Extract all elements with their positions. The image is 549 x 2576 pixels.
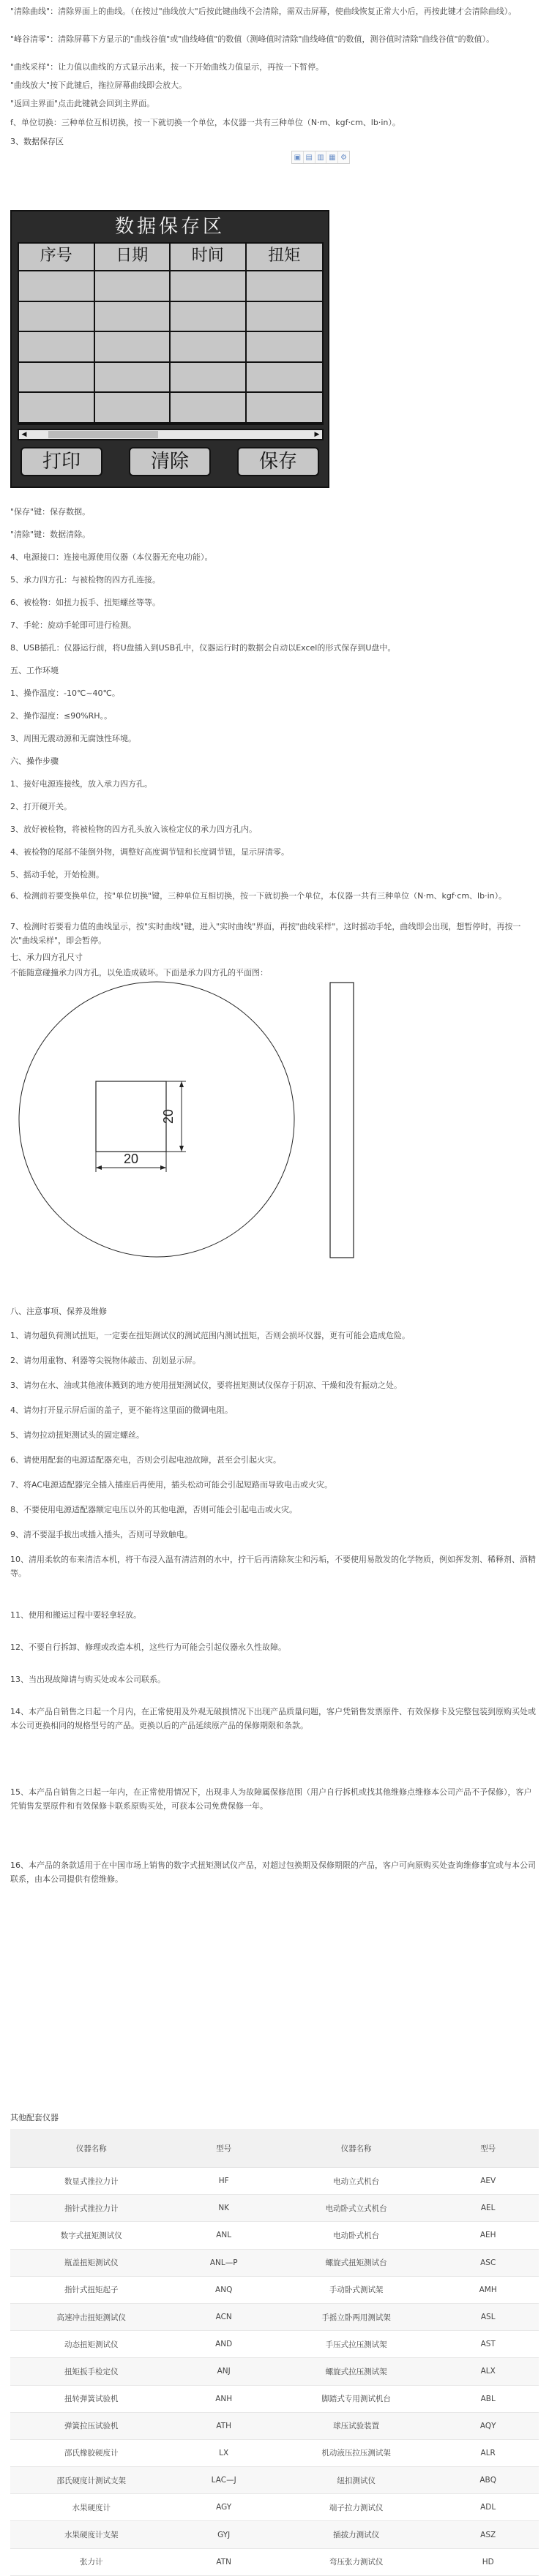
table-cell: 指针式推拉力计 — [10, 2195, 172, 2222]
grid-cell — [95, 302, 171, 333]
print-button[interactable]: 打印 — [20, 447, 102, 476]
paragraph-note-12: 12、不要自行拆卸、修理或改造本机，这些行为可能会引起仪器永久性故障。 — [10, 1642, 286, 1652]
grid-cell — [171, 393, 247, 424]
table-cell: ATN — [172, 2548, 275, 2575]
table-row — [10, 2521, 539, 2548]
grid-cell — [19, 332, 95, 363]
table-cell: 弹簧拉压试验机 — [10, 2412, 172, 2439]
scroll-thumb[interactable] — [48, 431, 158, 438]
paragraph-diagram-intro: 不能随意碰撞承力四方孔，以免造成破坏。下面是承力四方孔的平面图： — [10, 968, 268, 977]
grid-cell — [95, 271, 171, 302]
paragraph-note-1: 1、请勿超负荷测试扭矩，一定要在扭矩测试仪的测试范围内测试扭矩，否则会损坏仪器，更有可能会造成危险。 — [10, 1331, 410, 1340]
table-cell: LX — [172, 2439, 275, 2466]
table-row — [10, 2385, 539, 2412]
table-cell: ASZ — [437, 2521, 539, 2548]
table-row — [10, 2494, 539, 2521]
table-cell: 扭转弹簧试验机 — [10, 2385, 172, 2412]
table-header-row — [10, 2129, 539, 2168]
table-cell: 扭矩扳手检定仪 — [10, 2358, 172, 2385]
table-cell: 插拔力测试仪 — [275, 2521, 437, 2548]
section-precautions: 八、注意事项、保养及维修 — [10, 1307, 107, 1316]
side-view — [330, 983, 354, 1258]
table-cell: 球压试验装置 — [275, 2412, 437, 2439]
table-row — [10, 2358, 539, 2385]
paragraph-note-4: 4、请勿打开显示屏后面的盖子，更不能将这里面的微调电阻。 — [10, 1405, 233, 1415]
image-toolbar — [291, 151, 350, 164]
square-hole — [96, 1081, 166, 1152]
save-button[interactable]: 保存 — [237, 447, 319, 476]
table-row — [10, 2222, 539, 2249]
grid-cell — [95, 363, 171, 394]
table-cell: 机动液压拉压测试架 — [275, 2439, 437, 2466]
table-cell: ABL — [437, 2385, 539, 2412]
screen-title: 数据保存区 — [114, 216, 225, 238]
paragraph-note-16: 16、本产品的条款适用于在中国市场上销售的数字式扭矩测试仪产品，对超过包换期及保修期限的产品，客户可向原购买处查询维修事宜或与本公司联系，由本公司提供有偿维修。 — [10, 1860, 536, 1884]
section-square-hole-size: 七、承力四方孔尺寸 — [10, 953, 83, 962]
table-header-name-2: 仪器名称 — [275, 2129, 437, 2168]
section-operation-steps: 六、操作步骤 — [10, 756, 59, 766]
table-header-model: 型号 — [172, 2129, 275, 2168]
paragraph-note-6: 6、请使用配套的电源适配器充电，否则会引起电池故障，甚至会引起火灾。 — [10, 1455, 281, 1465]
table-cell: AMH — [437, 2276, 539, 2303]
table-cell: AEL — [437, 2195, 539, 2222]
table-header-model-2: 型号 — [437, 2129, 539, 2168]
table-cell: 弯压张力测试仪 — [275, 2548, 437, 2575]
grid-cell — [95, 332, 171, 363]
table-cell: 端子拉力测试仪 — [275, 2494, 437, 2521]
dimension-label-height: 20 — [161, 1108, 176, 1124]
paragraph-clear-curve: "清除曲线"：清除界面上的曲线。（在按过"曲线放大"后按此键曲线不会清除，需双击屏幕，使曲线恢复正常大小后，再按此键才会清除曲线）。 — [10, 7, 517, 16]
grid-cell — [247, 332, 323, 363]
grid-cell — [95, 393, 171, 424]
table-row — [10, 2249, 539, 2276]
scroll-left-icon[interactable]: ◀ — [21, 431, 27, 438]
paragraph-step-4: 4、被检物的尾部不能倒外物，调整好高度调节钮和长度调节钮，显示屏清零。 — [10, 847, 289, 857]
grid-header-time: 时间 — [171, 244, 247, 271]
clear-button[interactable]: 清除 — [129, 447, 211, 476]
table-cell: 邵氏橡胶硬度计 — [10, 2439, 172, 2466]
arrow-top — [179, 1081, 184, 1087]
paragraph-step-2: 2、打开硬开关。 — [10, 802, 72, 811]
table-cell: 邵氏硬度计测试支架 — [10, 2467, 172, 2494]
table-cell: NK — [172, 2195, 275, 2222]
table-cell: GYJ — [172, 2521, 275, 2548]
table-cell: 纽扣测试仪 — [275, 2467, 437, 2494]
grid-cell — [19, 393, 95, 424]
table-row — [10, 2331, 539, 2358]
paragraph-note-8: 8、不要使用电源适配器额定电压以外的其他电源，否则可能会引起电击或火灾。 — [10, 1505, 297, 1514]
grid-cell — [247, 393, 323, 424]
grid-header-torque: 扭矩 — [247, 244, 323, 271]
paragraph-note-13: 13、当出现故障请与购买处或本公司联系。 — [10, 1675, 165, 1684]
table-cell: 高速冲击扭矩测试仪 — [10, 2303, 172, 2330]
table-cell: ANL—P — [172, 2249, 275, 2276]
data-save-screen — [10, 210, 329, 488]
table-cell: ANQ — [172, 2276, 275, 2303]
table-cell: AQY — [437, 2412, 539, 2439]
table-cell: 水果硬度计支架 — [10, 2521, 172, 2548]
grid-cell — [19, 302, 95, 333]
paragraph-note-14: 14、本产品自销售之日起一个月内，在正常使用及外观无破损情况下出现产品质量问题，客户凭销售发票原件、有效保修卡及完整包装到原购买处或本公司更换相同的规格型号的产品。更换以后的产品延续原产品的保修期限和条款。 — [10, 1707, 536, 1730]
paragraph-power-port: 4、电源接口：连接电源使用仪器（本仪器无充电功能）。 — [10, 552, 213, 562]
arrow-bottom — [179, 1146, 184, 1152]
table-row — [10, 2467, 539, 2494]
instrument-table — [10, 2129, 539, 2576]
table-cell: 手摇立卧两用测试架 — [275, 2303, 437, 2330]
table-cell: ADL — [437, 2494, 539, 2521]
paragraph-handwheel: 7、手轮：旋动手轮即可进行检测。 — [10, 620, 136, 630]
square-hole-diagram — [10, 980, 376, 1273]
paragraph-square-hole: 5、承力四方孔：与被检物的四方孔连接。 — [10, 575, 160, 585]
table-cell: AEH — [437, 2222, 539, 2249]
table-cell: ASL — [437, 2303, 539, 2330]
table-row — [10, 2303, 539, 2330]
paragraph-note-7: 7、将AC电源适配器完全插入插座后再使用，插头松动可能会引起短路而导致电击或火灾。 — [10, 1480, 333, 1490]
scroll-right-icon[interactable]: ▶ — [314, 431, 320, 438]
table-cell: 数显式推拉力计 — [10, 2168, 172, 2195]
paragraph-note-10: 10、清用柔软的布来清洁本机，将干布浸入温有清洁剂的水中，拧干后再清除灰尘和污垢，不要使用易散发的化学物质，例如挥发剂、稀释剂、酒精等。 — [10, 1555, 536, 1578]
paragraph-surroundings: 3、周围无震动源和无腐蚀性环境。 — [10, 734, 136, 743]
paragraph-step-3: 3、放好被检物，将被检物的四方孔头放入该检定仪的承力四方孔内。 — [10, 825, 257, 834]
section-other-instruments: 其他配套仪器 — [10, 2113, 59, 2122]
table-cell: 螺旋式拉压测试架 — [275, 2358, 437, 2385]
table-cell: LAC—J — [172, 2467, 275, 2494]
paragraph-note-5: 5、请勿拉动扭矩测试头的固定螺丝。 — [10, 1430, 144, 1440]
table-cell: 水果硬度计 — [10, 2494, 172, 2521]
paragraph-usb: 8、USB插孔：仪器运行前，将U盘插入到USB孔中，仪器运行时的数据会自动以Excel的形式保存到U盘中。 — [10, 643, 396, 653]
table-row — [10, 2412, 539, 2439]
paragraph-step-5: 5、摇动手轮，开始检测。 — [10, 870, 104, 879]
table-cell: ALR — [437, 2439, 539, 2466]
table-cell: AST — [437, 2331, 539, 2358]
table-cell: 手动卧式测试架 — [275, 2276, 437, 2303]
save-icon[interactable]: ▥ — [315, 151, 327, 163]
table-cell: ANL — [172, 2222, 275, 2249]
outer-circle — [19, 982, 294, 1257]
table-row — [10, 2548, 539, 2575]
grid-cell — [171, 332, 247, 363]
grid-cell — [171, 363, 247, 394]
table-cell: 脚踏式专用测试机台 — [275, 2385, 437, 2412]
paragraph-peak-clear: "峰谷清零"：清除屏幕下方显示的"曲线谷值"或"曲线峰值"的数值（测峰值时清除"曲线峰值"的数值，测谷值时清除"曲线谷值"的数值）。 — [10, 34, 495, 44]
table-row — [10, 2439, 539, 2466]
table-cell: AND — [172, 2331, 275, 2358]
data-grid — [18, 242, 324, 425]
table-cell: 螺旋式扭矩测试台 — [275, 2249, 437, 2276]
table-cell: 瓶盖扭矩测试仪 — [10, 2249, 172, 2276]
table-cell: 电动卧式立式机台 — [275, 2195, 437, 2222]
paragraph-save-key: "保存"键：保存数据。 — [10, 507, 91, 517]
paragraph-return-main: "返回主界面"点击此键就会回到主界面。 — [10, 99, 155, 108]
paragraph-step-1: 1、接好电源连接线，放入承力四方孔。 — [10, 779, 152, 789]
table-cell: 手压式拉压测试架 — [275, 2331, 437, 2358]
table-row — [10, 2195, 539, 2222]
table-cell: ASC — [437, 2249, 539, 2276]
settings-icon[interactable]: ⚙ — [340, 153, 348, 162]
table-cell: 指针式扭矩起子 — [10, 2276, 172, 2303]
paste-icon[interactable]: ▤ — [304, 151, 315, 163]
grid-cell — [171, 271, 247, 302]
paragraph-humidity: 2、操作湿度：≤90%RH。。 — [10, 711, 113, 721]
table-cell: ATH — [172, 2412, 275, 2439]
grid-cell — [19, 363, 95, 394]
section-environment: 五、工作环境 — [10, 666, 59, 675]
paragraph-unit-switch: f、单位切换：三种单位互相切换，按一下就切换一个单位，本仪器一共有三种单位（N·m、kgf·cm、lb·in）。 — [10, 118, 400, 127]
table-cell: 电动立式机台 — [275, 2168, 437, 2195]
table-cell: 数字式扭矩测试仪 — [10, 2222, 172, 2249]
paragraph-note-11: 11、使用和搬运过程中要轻拿轻放。 — [10, 1610, 141, 1620]
image-icon[interactable]: ▦ — [326, 151, 338, 163]
paragraph-note-15: 15、本产品自销售之日起一年内，在正常使用情况下，出现非人为故障属保修范围（用户自行拆机或找其他维修点维修本公司产品不予保修），客户凭销售发票原件和有效保修卡联系原购买处，可获本公司免费保修一年。 — [10, 1787, 532, 1811]
table-header-name: 仪器名称 — [10, 2129, 172, 2168]
paragraph-step-6: 6、检测前若要变换单位，按"单位切换"键，三种单位互相切换，按一下就切换一个单位，本仪器一共有三种单位（N·m、kgf·cm、lb·in）。 — [10, 891, 507, 901]
table-cell: HD — [437, 2548, 539, 2575]
table-cell: ACN — [172, 2303, 275, 2330]
dimension-label-width: 20 — [123, 1152, 139, 1166]
paragraph-curve-sample: "曲线采样"：让力值以曲线的方式显示出来，按一下开始曲线力值显示，再按一下暂停。 — [10, 62, 324, 72]
table-row — [10, 2168, 539, 2195]
table-cell: ANJ — [172, 2358, 275, 2385]
section-data-save-area: 3、数据保存区 — [10, 137, 64, 146]
grid-cell — [247, 363, 323, 394]
paragraph-note-3: 3、请勿在水、油或其他液体溅到的地方使用扭矩测试仪，要将扭矩测试仪保存于阴凉、干燥和没有振动之处。 — [10, 1381, 402, 1390]
horizontal-scrollbar[interactable] — [18, 429, 324, 440]
paragraph-temperature: 1、操作温度：-10℃~40℃。 — [10, 688, 120, 698]
grid-header-index: 序号 — [19, 244, 95, 271]
table-cell: AEV — [437, 2168, 539, 2195]
paragraph-step-7: 7、检测时若要看力值的曲线显示，按"实时曲线"键，进入"实时曲线"界面，再按"曲线采样"，这时摇动手轮，曲线即会出现，想暂停时，再按一次"曲线采样"，即会暂停。 — [10, 922, 521, 945]
paragraph-curve-zoom: "曲线放大"按下此键后，拖拉屏幕曲线即会放大。 — [10, 80, 187, 90]
table-cell: ALX — [437, 2358, 539, 2385]
table-cell: ANH — [172, 2385, 275, 2412]
paragraph-note-2: 2、请勿用重物、利器等尖锐物体敲击、刮划显示屏。 — [10, 1356, 201, 1365]
grid-cell — [247, 271, 323, 302]
grid-cell — [247, 302, 323, 333]
table-cell: HF — [172, 2168, 275, 2195]
arrow-right — [160, 1165, 166, 1170]
table-cell: ABQ — [437, 2467, 539, 2494]
paragraph-test-object: 6、被检物：如扭力扳手、扭矩螺丝等等。 — [10, 598, 160, 607]
grid-cell — [19, 271, 95, 302]
table-cell: 动态扭矩测试仪 — [10, 2331, 172, 2358]
grid-header-date: 日期 — [95, 244, 171, 271]
table-cell: AGY — [172, 2494, 275, 2521]
grid-cell — [171, 302, 247, 333]
arrow-left — [96, 1165, 102, 1170]
paragraph-note-9: 9、清不要湿手拔出或插入插头，否则可导致触电。 — [10, 1530, 193, 1539]
table-row — [10, 2276, 539, 2303]
table-cell: 电动卧式机台 — [275, 2222, 437, 2249]
copy-icon[interactable]: ▣ — [292, 151, 304, 163]
table-cell: 张力计 — [10, 2548, 172, 2575]
paragraph-clear-key: "清除"键：数据清除。 — [10, 530, 91, 539]
